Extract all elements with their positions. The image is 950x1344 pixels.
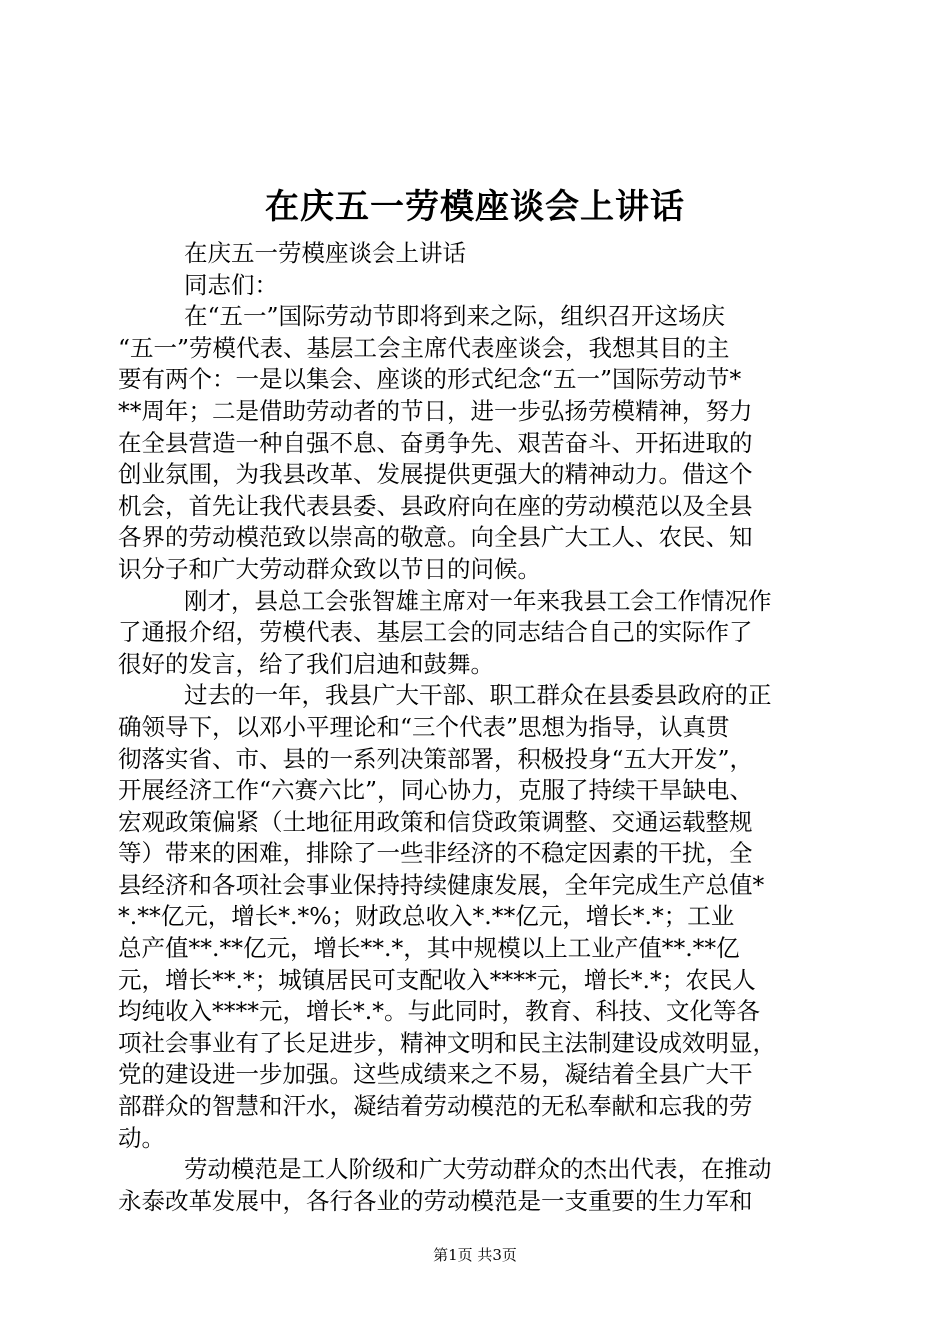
text-line: 在庆五一劳模座谈会上讲话 xyxy=(184,239,466,267)
text-line: **周年；二是借助劳动者的节日，进一步弘扬劳模精神，努力 xyxy=(118,396,753,425)
text-line: 动。 xyxy=(118,1123,165,1152)
text-line: 宏观政策偏紧（土地征用政策和信贷政策调整、交通运载整规 xyxy=(118,807,753,836)
text-line: 同志们： xyxy=(184,270,278,299)
text-line: 项社会事业有了长足进步，精神文明和民主法制建设成效明显， xyxy=(118,1028,776,1057)
text-line: 确领导下，以邓小平理论和“三个代表”思想为指导，认真贯 xyxy=(118,712,730,741)
text-line: 过去的一年，我县广大干部、职工群众在县委县政府的正 xyxy=(184,681,772,710)
text-line: 党的建设进一步加强。这些成绩来之不易，凝结着全县广大干 xyxy=(118,1060,753,1089)
text-line: 县经济和各项社会事业保持持续健康发展，全年完成生产总值* xyxy=(118,870,765,899)
text-line: 机会，首先让我代表县委、县政府向在座的劳动模范以及全县 xyxy=(118,491,753,520)
document-title: 在庆五一劳模座谈会上讲话 xyxy=(265,187,685,227)
text-line: 各界的劳动模范致以崇高的敬意。向全县广大工人、农民、知 xyxy=(118,523,753,552)
page-footer: 第1页 共3页 xyxy=(433,1246,517,1264)
text-line: 等）带来的困难，排除了一些非经济的不稳定因素的干扰，全 xyxy=(118,839,753,868)
text-line: 识分子和广大劳动群众致以节日的问候。 xyxy=(118,554,541,583)
text-line: 刚才，县总工会张智雄主席对一年来我县工会工作情况作 xyxy=(184,586,772,615)
text-line: 很好的发言，给了我们启迪和鼓舞。 xyxy=(118,649,494,678)
text-line: 了通报介绍，劳模代表、基层工会的同志结合自己的实际作了 xyxy=(118,618,753,647)
text-line: 创业氛围，为我县改革、发展提供更强大的精神动力。借这个 xyxy=(118,460,753,489)
document-body xyxy=(118,238,838,1217)
text-line: 总产值**.**亿元，增长**.*，其中规模以上工业产值**.**亿 xyxy=(118,934,740,963)
text-line: 开展经济工作“六赛六比”，同心协力，克服了持续干旱缺电、 xyxy=(118,776,754,805)
text-line: 要有两个：一是以集会、座谈的形式纪念“五一”国际劳动节* xyxy=(118,365,742,394)
text-line: 在全县营造一种自强不息、奋勇争先、艰苦奋斗、开拓进取的 xyxy=(118,428,753,457)
text-line: 彻落实省、市、县的一系列决策部署，积极投身“五大开发”， xyxy=(118,744,754,773)
text-line: *.**亿元，增长*.*%；财政总收入*.**亿元，增长*.*；工业 xyxy=(118,902,735,931)
text-line: 永泰改革发展中，各行各业的劳动模范是一支重要的生力军和 xyxy=(118,1186,753,1215)
text-line: “五一”劳模代表、基层工会主席代表座谈会，我想其目的主 xyxy=(118,333,730,362)
text-line: 均纯收入****元，增长*.*。与此同时，教育、科技、文化等各 xyxy=(118,997,760,1026)
text-line: 元，增长**.*；城镇居民可支配收入****元，增长*.*；农民人 xyxy=(118,965,756,994)
text-line: 在“五一”国际劳动节即将到来之际，组织召开这场庆 xyxy=(184,302,726,331)
text-line: 劳动模范是工人阶级和广大劳动群众的杰出代表，在推动 xyxy=(184,1155,772,1184)
text-line: 部群众的智慧和汗水，凝结着劳动模范的无私奉献和忘我的劳 xyxy=(118,1092,753,1121)
